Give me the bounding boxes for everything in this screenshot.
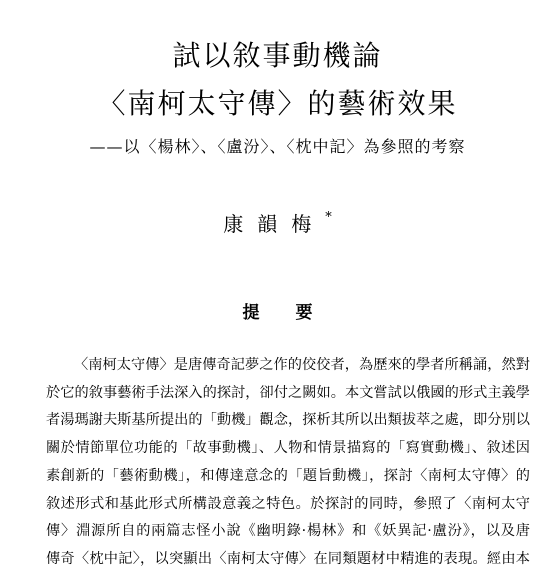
abstract-line: 傳〉淵源所自的兩篇志怪小說《幽明錄·楊林》和《妖異記·盧汾》，以及唐	[46, 523, 530, 540]
abstract-line: 敘述形式和基此形式所構設意義之特色。於探討的同時，參照了〈南柯太守	[46, 495, 530, 512]
author-footnote-marker: *	[325, 210, 332, 226]
abstract-body	[46, 352, 530, 574]
abstract-line: 關於情節單位功能的「故事動機」、人物和情景描寫的「寫實動機」、敘述因	[46, 440, 530, 457]
abstract-line: 傳奇〈枕中記〉，以突顯出〈南柯太守傳〉在同類題材中精進的表現。經由本	[46, 550, 530, 567]
paper-subtitle: ——以〈楊林〉、〈盧汾〉、〈枕中記〉為參照的考察	[89, 137, 466, 156]
abstract-line: 者湯瑪謝夫斯基所提出的「動機」觀念，探析其所以出類拔萃之處，即分別以	[46, 412, 530, 429]
abstract-line: 〈南柯太守傳〉是唐傳奇記夢之作的佼佼者，為歷來的學者所稱誦，然對	[74, 357, 530, 373]
author-name: 康韻梅	[223, 212, 326, 236]
abstract-line: 於它的敘事藝術手法深入的探討，卻付之闕如。本文嘗試以俄國的形式主義學	[46, 384, 530, 401]
paper-title-line2: 〈南柯太守傳〉的藝術效果	[97, 87, 458, 120]
abstract-heading: 提要	[242, 303, 349, 323]
author-line	[0, 208, 555, 237]
abstract-line: 素創新的「藝術動機」，和傳達意念的「題旨動機」，探討〈南柯太守傳〉的	[46, 467, 530, 484]
paper-title-line1: 試以敘事動機論	[172, 39, 383, 72]
